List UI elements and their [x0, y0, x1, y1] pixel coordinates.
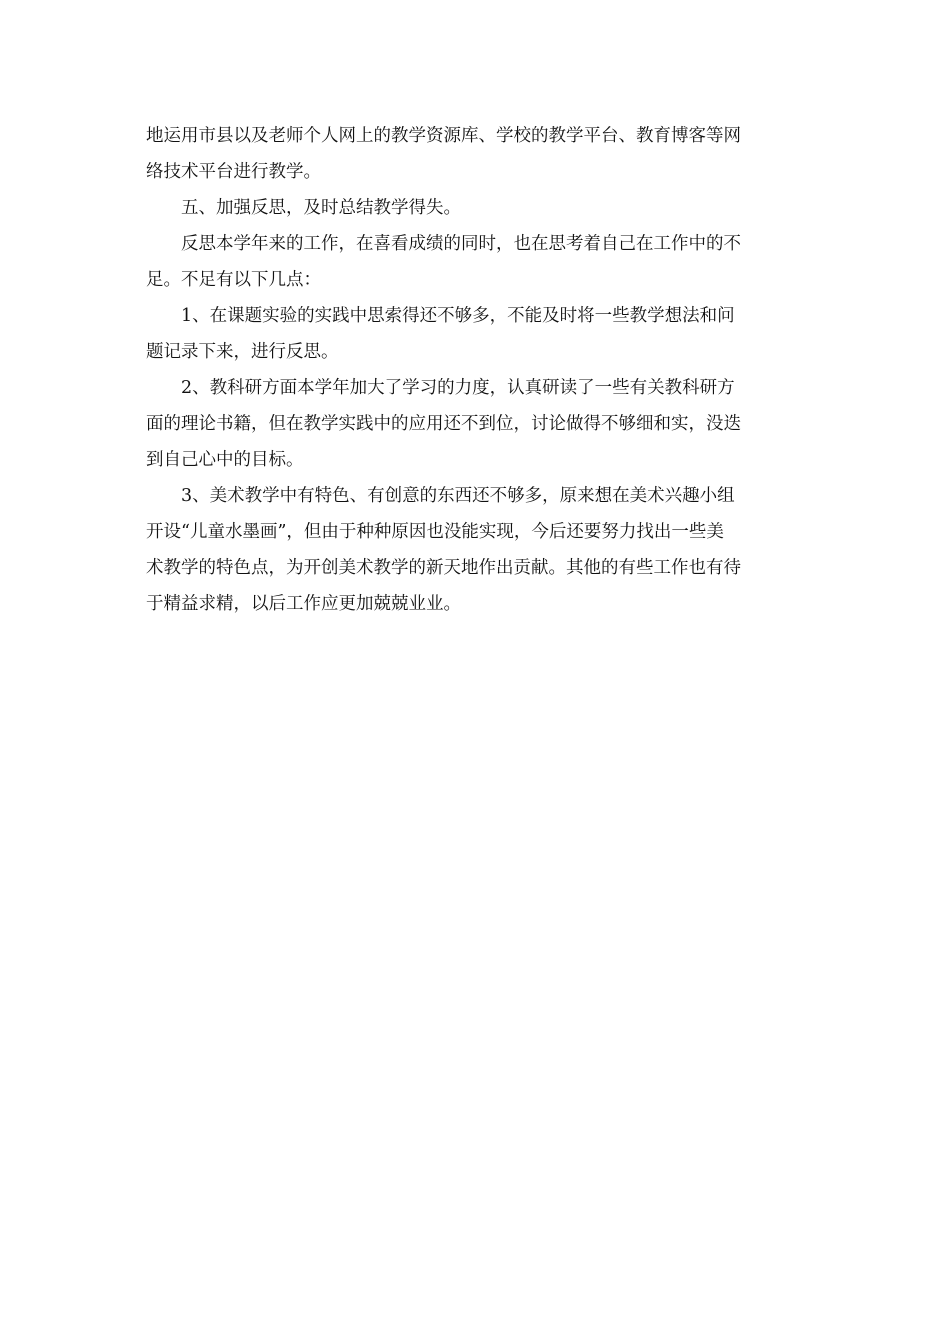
- document-body: [146, 118, 808, 622]
- text-line: 足。不足有以下几点：: [146, 270, 321, 290]
- paragraph-point-2: [146, 370, 808, 478]
- text-line: 面的理论书籍，但在教学实践中的应用还不到位，讨论做得不够细和实，没迭: [146, 414, 741, 434]
- text-line: 到自己心中的目标。: [146, 450, 304, 470]
- text-line: 于精益求精，以后工作应更加兢兢业业。: [146, 594, 461, 614]
- text-line: 五、加强反思，及时总结教学得失。: [181, 198, 461, 218]
- text-line: 3、美术教学中有特色、有创意的东西还不够多，原来想在美术兴趣小组: [181, 486, 735, 506]
- text-line: 反思本学年来的工作，在喜看成绩的同时，也在思考着自己在工作中的不: [181, 234, 741, 254]
- paragraph-point-1: [146, 298, 808, 370]
- text-line: 2、教科研方面本学年加大了学习的力度，认真研读了一些有关教科研方: [181, 378, 735, 398]
- paragraph-point-3: [146, 478, 808, 622]
- paragraph-reflection-intro: [146, 226, 808, 298]
- text-line: 术教学的特色点，为开创美术教学的新天地作出贡献。其他的有些工作也有待: [146, 558, 741, 578]
- text-line: 地运用市县以及老师个人网上的教学资源库、学校的教学平台、教育博客等网: [146, 126, 741, 146]
- text-line: 络技术平台进行教学。: [146, 162, 321, 182]
- text-line: 开设“儿童水墨画”，但由于种种原因也没能实现，今后还要努力找出一些美: [146, 522, 724, 542]
- text-line: 题记录下来，进行反思。: [146, 342, 339, 362]
- section-heading-five: [146, 190, 808, 226]
- text-line: 1、在课题实验的实践中思索得还不够多，不能及时将一些教学想法和问: [181, 306, 735, 326]
- paragraph-continuation: [146, 118, 808, 190]
